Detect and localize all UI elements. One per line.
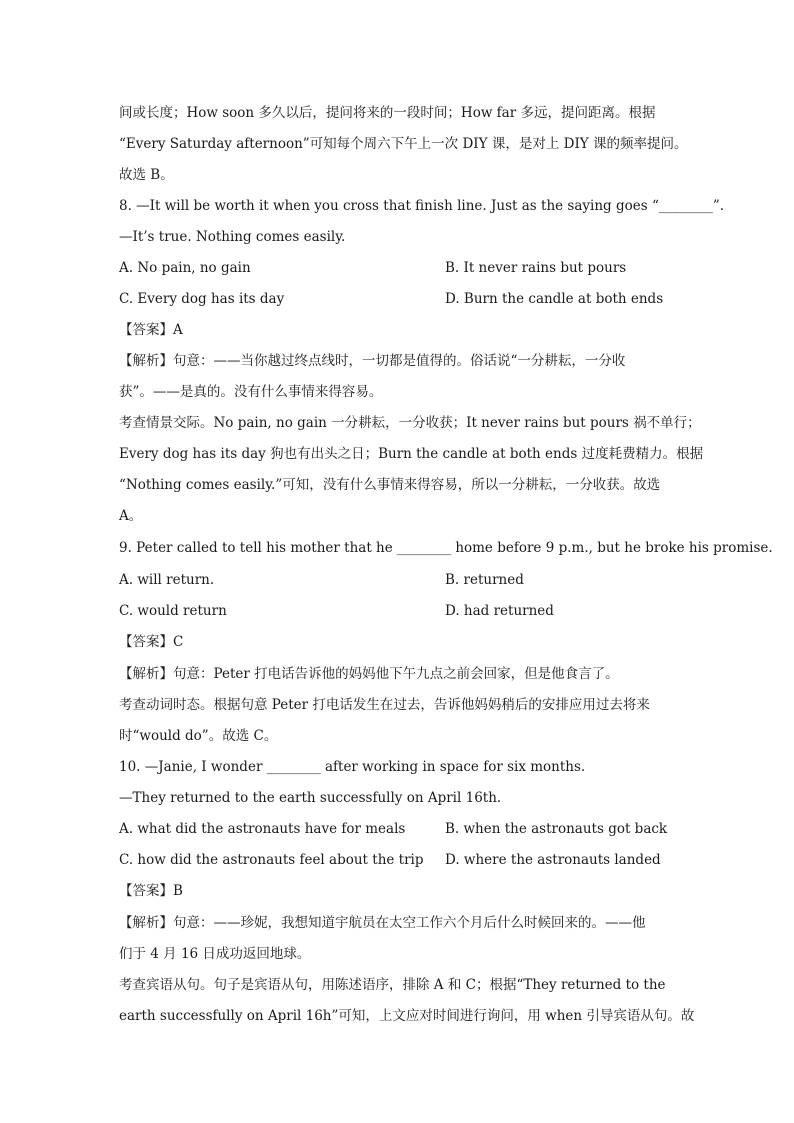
analysis-line: Every dog has its day 狗也有出头之日；Burn the candle at both ends 过度耗费精力。根据 xyxy=(119,446,704,462)
question-reply: —They returned to the earth successfully on April 16th. xyxy=(119,790,502,806)
text-line: “Every Saturday afternoon”可知每个周六下午上一次 DIY 课，是对上 DIY 课的频率提问。 xyxy=(119,136,688,152)
option-d: D. where the astronauts landed xyxy=(445,852,661,868)
text-line: 故选 B。 xyxy=(119,167,174,183)
question-stem: 8. —It will be worth it when you cross that finish line. Just as the saying goes “________”. xyxy=(119,198,725,214)
analysis-line: 考查宾语从句。句子是宾语从句，用陈述语序，排除 A 和 C；根据“They returned to the xyxy=(119,977,666,993)
question-reply: —It’s true. Nothing comes easily. xyxy=(119,229,346,245)
analysis-line: A。 xyxy=(119,508,143,524)
analysis-line: 时“would do”。故选 C。 xyxy=(119,728,278,744)
option-a: A. what did the astronauts have for meals xyxy=(119,821,406,837)
analysis-line: 【解析】句意：——当你越过终点线时，一切都是值得的。俗话说“一分耕耘，一分收 xyxy=(119,353,626,369)
analysis-line: 考查情景交际。No pain, no gain 一分耕耘，一分收获；It never rains but pours 祸不单行； xyxy=(119,415,701,431)
option-c: C. Every dog has its day xyxy=(119,291,285,307)
analysis-line: 考查动词时态。根据句意 Peter 打电话发生在过去，告诉他妈妈稍后的安排应用过去将来 xyxy=(119,697,650,713)
question-stem: 9. Peter called to tell his mother that he ________ home before 9 p.m., but he broke his promise. xyxy=(119,540,773,556)
option-c: C. how did the astronauts feel about the trip xyxy=(119,852,424,868)
analysis-line: earth successfully on April 16h”可知，上文应对时间进行询问，用 when 引导宾语从句。故 xyxy=(119,1008,695,1024)
option-c: C. would return xyxy=(119,603,227,619)
analysis-line: 获”。——是真的。没有什么事情来得容易。 xyxy=(119,384,383,400)
answer: 【答案】A xyxy=(119,322,183,338)
option-a: A. will return. xyxy=(119,572,215,588)
answer: 【答案】C xyxy=(119,634,184,650)
option-a: A. No pain, no gain xyxy=(119,260,251,276)
option-d: D. Burn the candle at both ends xyxy=(445,291,664,307)
analysis-line: 【解析】句意：——珍妮，我想知道宇航员在太空工作六个月后什么时候回来的。——他 xyxy=(119,915,646,931)
option-b: B. when the astronauts got back xyxy=(445,821,668,837)
text-line: 间或长度；How soon 多久以后，提问将来的一段时间；How far 多远，提问距离。根据 xyxy=(119,105,656,121)
analysis-line: 们于 4 月 16 日成功返回地球。 xyxy=(119,946,311,962)
option-b: B. It never rains but pours xyxy=(445,260,627,276)
option-d: D. had returned xyxy=(445,603,554,619)
question-stem: 10. —Janie, I wonder ________ after working in space for six months. xyxy=(119,759,586,775)
analysis-line: 【解析】句意：Peter 打电话告诉他的妈妈他下午九点之前会回家，但是他食言了。 xyxy=(119,666,619,682)
answer: 【答案】B xyxy=(119,883,183,899)
option-b: B. returned xyxy=(445,572,524,588)
analysis-line: “Nothing comes easily.”可知，没有什么事情来得容易，所以一分耕耘，一分收获。故选 xyxy=(119,477,661,493)
